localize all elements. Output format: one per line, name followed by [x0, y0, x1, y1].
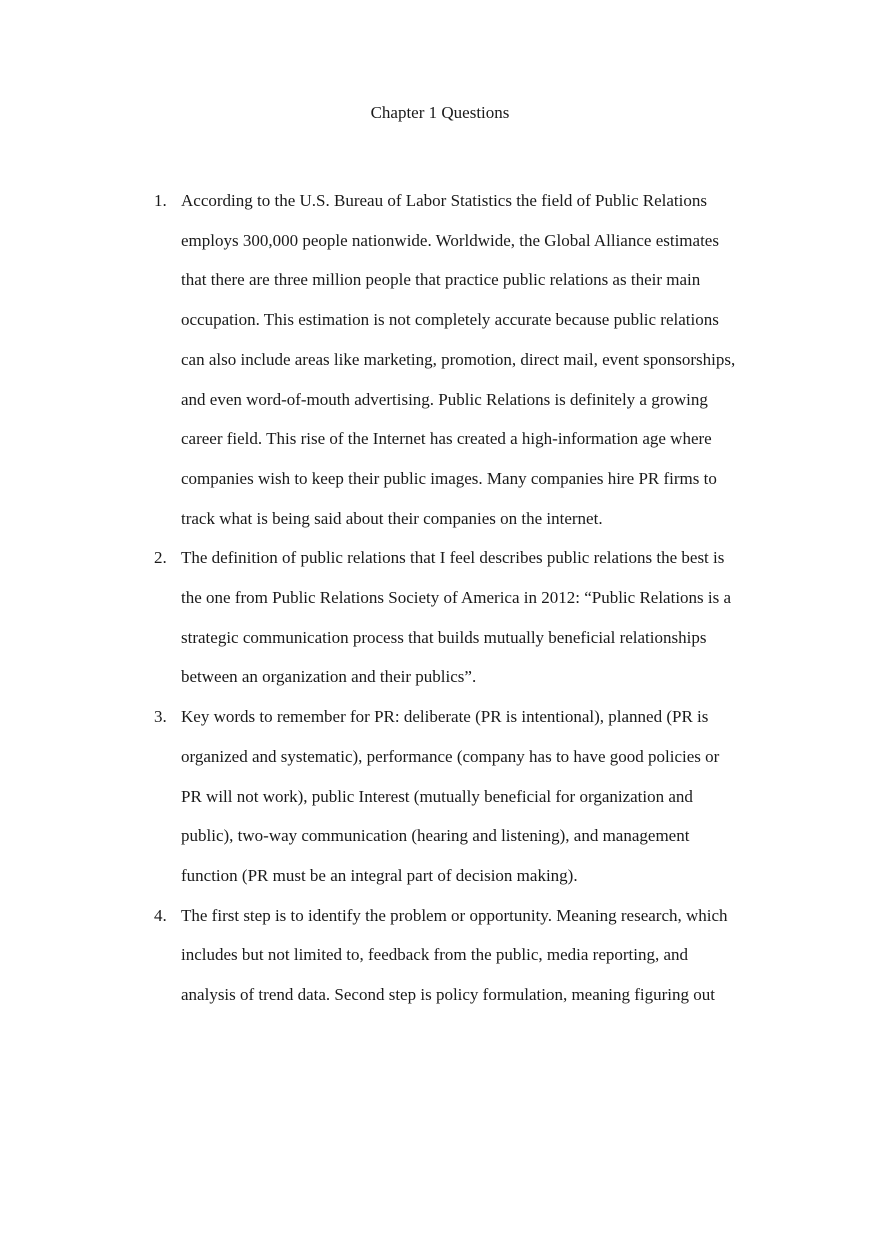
question-3-line-2: organized and systematic), performance (company has to have good policies or: [181, 746, 720, 766]
question-1-line-2: employs 300,000 people nationwide. Worldwide, the Global Alliance estimates: [181, 230, 719, 250]
questions-list: [154, 181, 761, 1015]
question-1-line-9: track what is being said about their companies on the internet.: [181, 508, 603, 528]
question-3-line-3: PR will not work), public Interest (mutually beneficial for organization and: [181, 786, 693, 806]
question-number: 4.: [154, 905, 167, 925]
page-title: Chapter 1 Questions: [370, 103, 510, 122]
question-2-line-2: the one from Public Relations Society of America in 2012: “Public Relations is a: [181, 588, 732, 608]
question-2: [154, 538, 761, 697]
question-number: 1.: [154, 191, 167, 210]
question-number: 2.: [154, 548, 167, 568]
question-3-line-5: function (PR must be an integral part of decision making).: [181, 865, 578, 885]
question-2-line-3: strategic communication process that builds mutually beneficial relationships: [181, 627, 707, 647]
question-3-line-4: public), two-way communication (hearing and listening), and management: [181, 826, 690, 846]
question-1-line-6: and even word-of-mouth advertising. Public Relations is definitely a growing: [181, 389, 708, 409]
question-1-line-7: career field. This rise of the Internet has created a high-information age where: [181, 429, 712, 449]
question-2-line-1: The definition of public relations that I feel describes public relations the best is: [181, 548, 725, 568]
question-1-line-4: occupation. This estimation is not completely accurate because public relations: [181, 310, 719, 330]
question-4-line-2: includes but not limited to, feedback from the public, media reporting, and: [181, 945, 689, 965]
question-1-line-8: companies wish to keep their public images. Many companies hire PR firms to: [181, 468, 717, 488]
question-number: 3.: [154, 707, 167, 727]
question-2-line-4: between an organization and their publics”.: [181, 667, 477, 687]
question-4: [154, 896, 761, 1015]
question-3: [154, 697, 761, 896]
question-4-line-3: analysis of trend data. Second step is policy formulation, meaning figuring out: [181, 985, 715, 1005]
question-1-line-1: According to the U.S. Bureau of Labor Statistics the field of Public Relations: [181, 191, 707, 210]
question-1-line-3: that there are three million people that practice public relations as their main: [181, 270, 701, 290]
question-3-line-1: Key words to remember for PR: deliberate (PR is intentional), planned (PR is: [181, 707, 709, 727]
question-1-line-5: can also include areas like marketing, promotion, direct mail, event sponsorships,: [181, 349, 736, 369]
question-1: [154, 181, 761, 538]
question-4-line-1: The first step is to identify the problem or opportunity. Meaning research, which: [181, 905, 728, 925]
